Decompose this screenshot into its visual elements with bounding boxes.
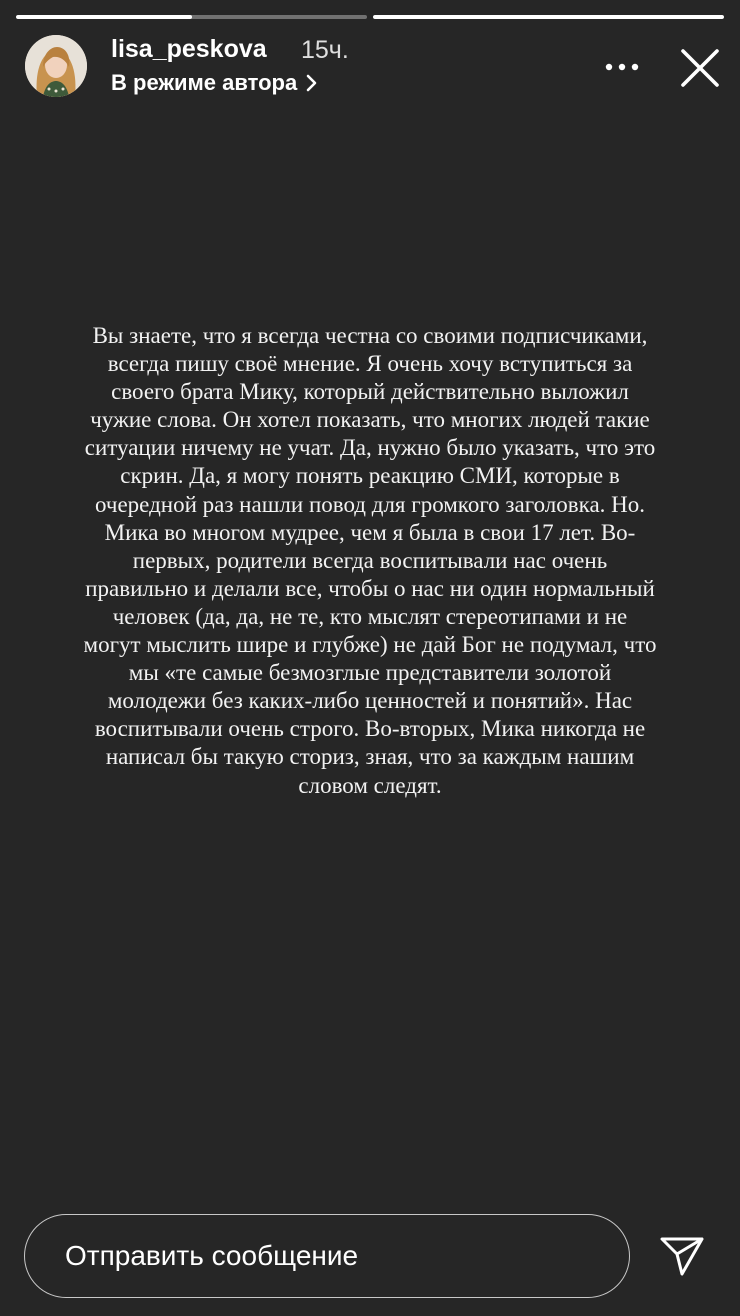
story-progress-bar-2 [373,15,724,19]
timestamp: 15ч. [301,36,349,64]
avatar[interactable] [25,35,87,97]
story-text-line: ситуации ничему не учат. Да, нужно было указать, что это [84,435,656,461]
author-mode-label: В режиме автора [111,70,298,95]
chevron-right-icon [305,73,319,93]
close-icon [679,47,721,89]
story-progress-fill-2 [373,15,724,19]
send-button[interactable] [656,1230,708,1282]
send-message-placeholder: Отправить сообщение [65,1240,359,1271]
story-text-line: словом следят. [298,772,442,798]
story-text-line: Мика во многом мудрее, чем я была в свои 17 лет. Во- [104,519,636,545]
story-text-line: мы «те самые безмозглые представители золотой [128,660,612,686]
close-button[interactable] [674,42,726,94]
story-text-line: воспитывали очень строго. Во-вторых, Мика никогда не [94,716,646,742]
story-text-line: молодежи без каких-либо ценностей и понятий». Нас [107,688,633,714]
story-text-line: скрин. Да, я могу понять реакцию СМИ, которые в [120,463,620,489]
more-horizontal-icon [605,63,639,71]
story-progress-bar-1 [16,15,367,19]
story-text-line: всегда пишу своё мнение. Я очень хочу вступиться за [107,351,633,377]
send-icon [659,1235,705,1277]
story-text [36,322,704,800]
story-text-line: могут мыслить шире и глубже) не дай Бог не подумал, что [83,632,657,658]
story-text-line: своего брата Мику, который действительно выложил [111,379,629,405]
username[interactable]: lisa_peskova [111,35,267,63]
story-text-line: чужие слова. Он хотел показать, что многих людей такие [90,407,650,433]
story-progress-fill-1 [16,15,192,19]
story-text-line: очередной раз нашли повод для громкого заголовка. Но. [94,491,646,517]
more-options-button[interactable] [600,52,644,82]
story-text-line: Вы знаете, что я всегда честна со своими подписчиками, [92,323,648,348]
profile-photo-icon [25,35,87,97]
story-text-line: написал бы такую сториз, зная, что за каждым нашим [105,744,635,770]
story-text-line: первых, родители всегда воспитывали нас очень [132,547,608,573]
story-text-line: человек (да, да, не те, кто мыслят стереотипами и не [112,603,628,629]
author-mode-link[interactable] [111,70,319,96]
story-text-line: правильно и делали все, чтобы о нас ни один нормальный [85,575,655,601]
send-message-input[interactable] [24,1214,630,1298]
